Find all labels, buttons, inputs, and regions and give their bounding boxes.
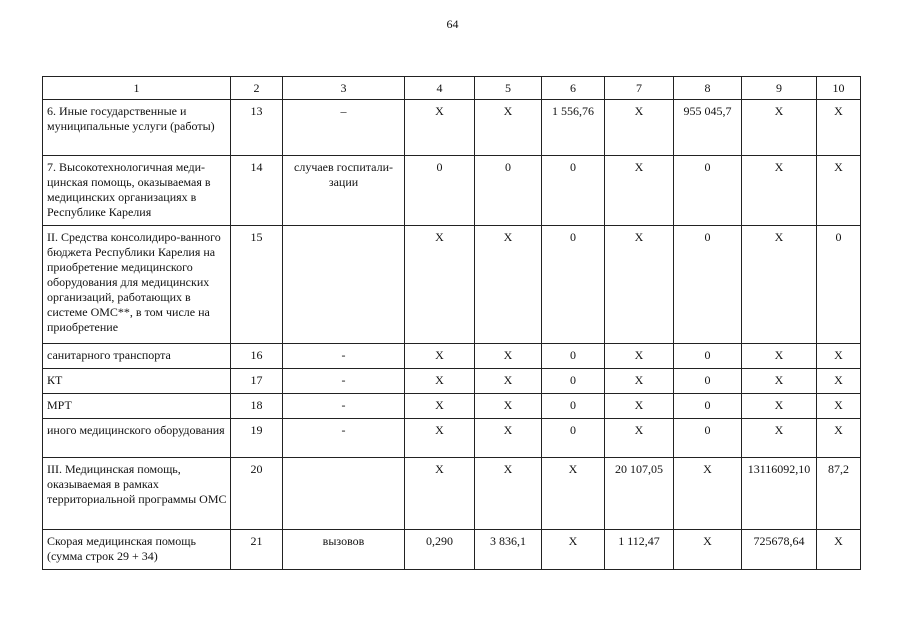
row-name: Скорая медицинская помощь (сумма строк 29 + 34): [43, 530, 231, 570]
data-table: [42, 76, 861, 570]
table-cell: X: [605, 226, 674, 344]
table-row: [43, 100, 861, 156]
table-cell: 0: [542, 156, 605, 226]
row-name: 7. Высокотехнологичная меди-цинская помощь, оказываемая в медицинских организациях в Республике Карелия: [43, 156, 231, 226]
table-cell: X: [405, 458, 475, 530]
table-cell: 14: [231, 156, 283, 226]
table-cell: -: [283, 394, 405, 419]
table-cell: 0: [674, 369, 742, 394]
table-row: [43, 344, 861, 369]
table-cell: 955 045,7: [674, 100, 742, 156]
table-cell: X: [742, 156, 817, 226]
table-cell: X: [742, 226, 817, 344]
table-cell: 13: [231, 100, 283, 156]
column-header: 1: [43, 77, 231, 100]
table-row: [43, 419, 861, 458]
table-cell: 0: [674, 419, 742, 458]
table-cell: 0: [542, 226, 605, 344]
table-cell: вызовов: [283, 530, 405, 570]
table-cell: X: [475, 100, 542, 156]
table-cell: X: [817, 344, 861, 369]
table-row: [43, 458, 861, 530]
table-cell: X: [742, 369, 817, 394]
table-cell: 1 556,76: [542, 100, 605, 156]
table-cell: X: [405, 419, 475, 458]
table-cell: X: [674, 458, 742, 530]
table-cell: -: [283, 344, 405, 369]
table-cell: 0: [817, 226, 861, 344]
table-cell: X: [817, 419, 861, 458]
row-name: иного медицинского оборудования: [43, 419, 231, 458]
table-cell: случаев госпитали-зации: [283, 156, 405, 226]
table-cell: X: [405, 344, 475, 369]
table-cell: X: [405, 226, 475, 344]
table-cell: X: [742, 100, 817, 156]
table-cell: 20 107,05: [605, 458, 674, 530]
table-cell: X: [542, 530, 605, 570]
table-cell: X: [674, 530, 742, 570]
table-cell: X: [817, 100, 861, 156]
table-cell: -: [283, 419, 405, 458]
table-cell: 13116092,10: [742, 458, 817, 530]
table-cell: 20: [231, 458, 283, 530]
table-cell: X: [405, 369, 475, 394]
table-cell: 0,290: [405, 530, 475, 570]
column-header: 7: [605, 77, 674, 100]
row-name: 6. Иные государственные и муниципальные услуги (работы): [43, 100, 231, 156]
table-cell: X: [475, 419, 542, 458]
table-cell: 0: [405, 156, 475, 226]
column-header: 10: [817, 77, 861, 100]
column-header: 9: [742, 77, 817, 100]
table-cell: –: [283, 100, 405, 156]
row-name: МРТ: [43, 394, 231, 419]
table-cell: X: [817, 369, 861, 394]
table-cell: X: [605, 344, 674, 369]
table-cell: X: [405, 394, 475, 419]
table-cell: X: [475, 394, 542, 419]
table-cell: 1 112,47: [605, 530, 674, 570]
column-header: 6: [542, 77, 605, 100]
table-cell: X: [605, 394, 674, 419]
table-cell: X: [742, 394, 817, 419]
table-row: [43, 226, 861, 344]
row-name: II. Средства консолидиро-ванного бюджета Республики Карелия на приобретение медицинского оборудования для медицинских организаций, работающих в системе ОМС**, в том числе на приобретение: [43, 226, 231, 344]
table-cell: 15: [231, 226, 283, 344]
table-cell: 0: [674, 156, 742, 226]
table-cell: 0: [542, 394, 605, 419]
table-cell: 16: [231, 344, 283, 369]
table-cell: 87,2: [817, 458, 861, 530]
row-name: КТ: [43, 369, 231, 394]
column-header: 2: [231, 77, 283, 100]
table-cell: -: [283, 369, 405, 394]
row-name: санитарного транспорта: [43, 344, 231, 369]
column-header: 3: [283, 77, 405, 100]
table-cell: 0: [475, 156, 542, 226]
table-cell: 0: [674, 226, 742, 344]
table-cell: X: [605, 369, 674, 394]
table-cell: 21: [231, 530, 283, 570]
table-cell: 0: [542, 419, 605, 458]
table-row: [43, 530, 861, 570]
table-cell: X: [817, 156, 861, 226]
table-cell: 0: [674, 344, 742, 369]
table-header-row: [43, 77, 861, 100]
table-cell: X: [405, 100, 475, 156]
row-name: III. Медицинская помощь, оказываемая в рамках территориальной программы ОМС: [43, 458, 231, 530]
table-row: [43, 156, 861, 226]
table-row: [43, 369, 861, 394]
column-header: 8: [674, 77, 742, 100]
table-row: [43, 394, 861, 419]
table-cell: X: [817, 394, 861, 419]
table-cell: 0: [542, 344, 605, 369]
table-cell: [283, 458, 405, 530]
table-cell: X: [542, 458, 605, 530]
page-number: 64: [446, 17, 459, 31]
table-cell: X: [742, 419, 817, 458]
table-cell: X: [817, 530, 861, 570]
table-cell: X: [605, 100, 674, 156]
table-cell: 19: [231, 419, 283, 458]
table-cell: 725678,64: [742, 530, 817, 570]
table-cell: [283, 226, 405, 344]
table-cell: X: [475, 344, 542, 369]
table-cell: X: [475, 369, 542, 394]
table-cell: 17: [231, 369, 283, 394]
table-cell: X: [605, 156, 674, 226]
table-cell: X: [605, 419, 674, 458]
column-header: 5: [475, 77, 542, 100]
table-cell: 3 836,1: [475, 530, 542, 570]
table-cell: 0: [674, 394, 742, 419]
column-header: 4: [405, 77, 475, 100]
table-cell: 18: [231, 394, 283, 419]
table-cell: 0: [542, 369, 605, 394]
table-cell: X: [475, 226, 542, 344]
table-cell: X: [475, 458, 542, 530]
table-cell: X: [742, 344, 817, 369]
